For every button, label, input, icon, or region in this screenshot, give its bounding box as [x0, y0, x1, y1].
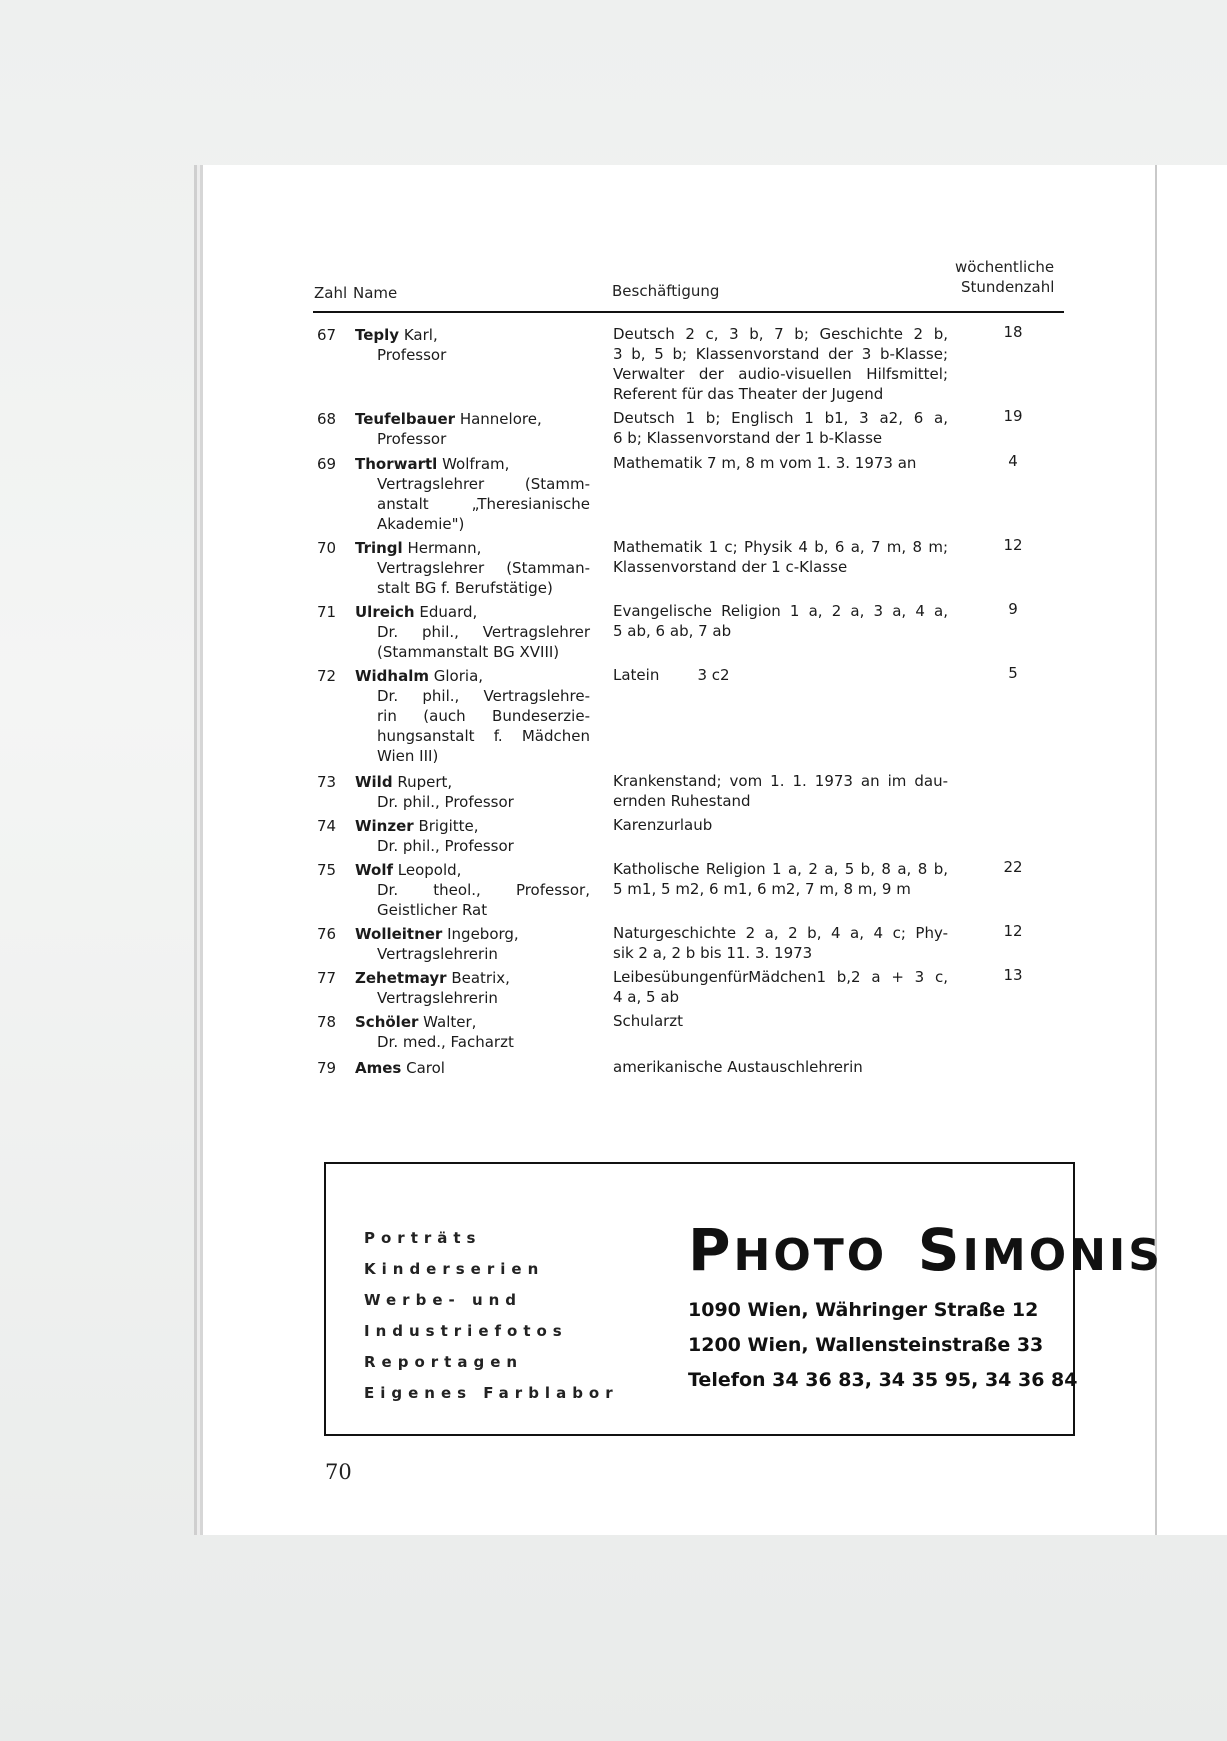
- header-zahl: Zahl: [314, 284, 348, 302]
- staff-forename: Rupert,: [392, 773, 453, 791]
- staff-name: [355, 772, 590, 812]
- staff-surname: Schöler: [355, 1013, 419, 1031]
- weekly-hours: 22: [1003, 858, 1023, 876]
- staff-name: [355, 538, 590, 598]
- staff-name: [355, 1012, 590, 1052]
- staff-forename: Leopold,: [392, 861, 462, 879]
- staff-name: [355, 409, 590, 449]
- advertisement-box: [324, 1162, 1163, 1436]
- staff-name: [355, 816, 590, 856]
- staff-title-line: Dr. phil., Professor: [377, 837, 514, 855]
- header-beschaeftigung: Beschäftigung: [612, 282, 720, 300]
- occupation-line: Karenzurlaub: [613, 816, 713, 834]
- row-number: 72: [317, 667, 337, 685]
- header-rule: [313, 311, 1064, 313]
- occupation-line: sik 2 a, 2 b bis 11. 3. 1973: [613, 944, 813, 962]
- staff-title-line: Dr. phil., Vertragslehre-: [377, 687, 590, 705]
- row-number: 68: [317, 410, 337, 428]
- occupation-line: Schularzt: [613, 1012, 684, 1030]
- weekly-hours: 18: [1003, 323, 1023, 341]
- staff-occupation: [613, 537, 948, 577]
- staff-forename: Karl,: [399, 326, 438, 344]
- row-number: 75: [317, 861, 337, 879]
- staff-title-line: anstalt „Theresianische: [377, 495, 590, 513]
- staff-title-line: Vertragslehrer (Stamm-: [377, 475, 590, 493]
- staff-occupation: [613, 859, 948, 899]
- staff-surname: Wolf: [355, 861, 393, 879]
- staff-forename: Ingeborg,: [442, 925, 519, 943]
- occupation-line: Latein 3 c2: [613, 666, 730, 684]
- staff-occupation: [613, 408, 948, 448]
- staff-occupation: [613, 324, 948, 404]
- staff-occupation: [613, 1011, 948, 1031]
- row-number: 74: [317, 817, 337, 835]
- weekly-hours: 19: [1003, 407, 1023, 425]
- staff-name: [355, 968, 590, 1008]
- occupation-line: Referent für das Theater der Jugend: [613, 385, 884, 403]
- ad-service-item: Kinderserien: [364, 1260, 545, 1278]
- row-number: 73: [317, 773, 337, 791]
- occupation-line: Evangelische Religion 1 a, 2 a, 3 a, 4 a,: [613, 602, 948, 620]
- staff-forename: Gloria,: [429, 667, 484, 685]
- staff-occupation: [613, 923, 948, 963]
- occupation-line: Klassenvorstand der 1 c-Klasse: [613, 558, 848, 576]
- staff-name: [355, 666, 590, 766]
- ad-service-item: Eigenes Farblabor: [364, 1384, 619, 1402]
- staff-title-line: Dr. theol., Professor,: [377, 881, 590, 899]
- occupation-line: 5 m1, 5 m2, 6 m1, 6 m2, 7 m, 8 m, 9 m: [613, 880, 911, 898]
- staff-occupation: [613, 601, 948, 641]
- occupation-line: 6 b; Klassenvorstand der 1 b-Klasse: [613, 429, 883, 447]
- weekly-hours: 4: [1008, 452, 1018, 470]
- row-number: 78: [317, 1013, 337, 1031]
- staff-surname: Teply: [355, 326, 400, 344]
- staff-forename: Wolfram,: [437, 455, 510, 473]
- staff-surname: Teufelbauer: [355, 410, 456, 428]
- ad-service-item: Reportagen: [364, 1353, 524, 1371]
- staff-surname: Zehetmayr: [355, 969, 447, 987]
- staff-title-line: stalt BG f. Berufstätige): [377, 579, 553, 597]
- occupation-line: Naturgeschichte 2 a, 2 b, 4 a, 4 c; Phy-: [613, 924, 948, 942]
- occupation-line: Verwalter der audio-visuellen Hilfsmittel;: [613, 365, 948, 383]
- staff-title-line: Dr. phil., Vertragslehrer: [377, 623, 590, 641]
- staff-title-line: Professor: [377, 430, 447, 448]
- ad-address-line: Telefon 34 36 83, 34 35 95, 34 36 84: [688, 1369, 1078, 1391]
- staff-title-line: Vertragslehrerin: [377, 945, 498, 963]
- staff-title-line: hungsanstalt f. Mädchen: [377, 727, 590, 745]
- occupation-line: LeibesübungenfürMädchen1 b,2 a + 3 c,: [613, 968, 948, 986]
- staff-occupation: [613, 967, 948, 1007]
- staff-title-line: Dr. phil., Professor: [377, 793, 514, 811]
- staff-forename: Carol: [401, 1059, 445, 1077]
- weekly-hours: 12: [1003, 922, 1023, 940]
- weekly-hours: 5: [1008, 664, 1018, 682]
- staff-title-line: Vertragslehrer (Stamman-: [377, 559, 590, 577]
- row-number: 70: [317, 539, 337, 557]
- occupation-line: Krankenstand; vom 1. 1. 1973 an im dau-: [613, 772, 948, 790]
- staff-title-line: Akademie"): [377, 515, 465, 533]
- occupation-line: Deutsch 1 b; Englisch 1 b1, 3 a2, 6 a,: [613, 409, 948, 427]
- staff-name: [355, 860, 590, 920]
- page-number: 70: [325, 1460, 352, 1484]
- ad-service-item: Porträts: [364, 1229, 482, 1247]
- staff-forename: Brigitte,: [413, 817, 479, 835]
- staff-surname: Thorwartl: [355, 455, 438, 473]
- staff-forename: Hermann,: [402, 539, 482, 557]
- occupation-line: ernden Ruhestand: [613, 792, 751, 810]
- staff-title-line: Professor: [377, 346, 447, 364]
- ad-address-line: 1200 Wien, Wallensteinstraße 33: [688, 1334, 1044, 1356]
- staff-surname: Tringl: [355, 539, 403, 557]
- occupation-line: 4 a, 5 ab: [613, 988, 680, 1006]
- staff-surname: Ames: [355, 1059, 402, 1077]
- header-stunden-line1: wöchentliche: [955, 258, 1055, 276]
- row-number: 79: [317, 1059, 337, 1077]
- staff-name: [355, 1058, 590, 1078]
- weekly-hours: 13: [1003, 966, 1023, 984]
- staff-occupation: [613, 815, 948, 835]
- staff-forename: Walter,: [418, 1013, 477, 1031]
- row-number: 69: [317, 455, 337, 473]
- staff-occupation: [613, 1057, 948, 1077]
- staff-occupation: [613, 665, 948, 685]
- staff-surname: Winzer: [355, 817, 414, 835]
- weekly-hours: 12: [1003, 536, 1023, 554]
- staff-surname: Widhalm: [355, 667, 429, 685]
- staff-name: [355, 602, 590, 662]
- page-fold: [1155, 165, 1157, 1535]
- ad-brand-logo: PHOTO SIMONIS: [688, 1216, 1163, 1284]
- row-number: 71: [317, 603, 337, 621]
- staff-title-line: Vertragslehrerin: [377, 989, 498, 1007]
- staff-surname: Ulreich: [355, 603, 415, 621]
- staff-occupation: [613, 771, 948, 811]
- occupation-line: Katholische Religion 1 a, 2 a, 5 b, 8 a, 8 b,: [613, 860, 948, 878]
- ad-address-line: 1090 Wien, Währinger Straße 12: [688, 1299, 1039, 1321]
- staff-surname: Wolleitner: [355, 925, 443, 943]
- staff-title-line: Wien III): [377, 747, 439, 765]
- occupation-line: Mathematik 1 c; Physik 4 b, 6 a, 7 m, 8 m;: [613, 538, 948, 556]
- staff-name: [355, 924, 590, 964]
- weekly-hours: 9: [1008, 600, 1018, 618]
- staff-name: [355, 454, 590, 534]
- row-number: 76: [317, 925, 337, 943]
- staff-title-line: (Stammanstalt BG XVIII): [377, 643, 560, 661]
- staff-title-line: Dr. med., Facharzt: [377, 1033, 514, 1051]
- row-number: 77: [317, 969, 337, 987]
- occupation-line: Mathematik 7 m, 8 m vom 1. 3. 1973 an: [613, 454, 917, 472]
- occupation-line: Deutsch 2 c, 3 b, 7 b; Geschichte 2 b,: [613, 325, 948, 343]
- header-name: Name: [353, 284, 398, 302]
- occupation-line: 5 ab, 6 ab, 7 ab: [613, 622, 732, 640]
- staff-forename: Hannelore,: [455, 410, 542, 428]
- staff-occupation: [613, 453, 948, 473]
- header-stunden-line2: Stundenzahl: [961, 278, 1055, 296]
- staff-title-line: Geistlicher Rat: [377, 901, 488, 919]
- staff-forename: Beatrix,: [446, 969, 510, 987]
- occupation-line: 3 b, 5 b; Klassenvorstand der 3 b-Klasse;: [613, 345, 948, 363]
- staff-title-line: rin (auch Bundeserzie-: [377, 707, 590, 725]
- occupation-line: amerikanische Austauschlehrerin: [613, 1058, 863, 1076]
- row-number: 67: [317, 326, 337, 344]
- ad-service-item: Industriefotos: [364, 1322, 568, 1340]
- ad-service-item: Werbe- und: [364, 1291, 523, 1309]
- staff-surname: Wild: [355, 773, 393, 791]
- staff-name: [355, 325, 590, 365]
- staff-forename: Eduard,: [414, 603, 478, 621]
